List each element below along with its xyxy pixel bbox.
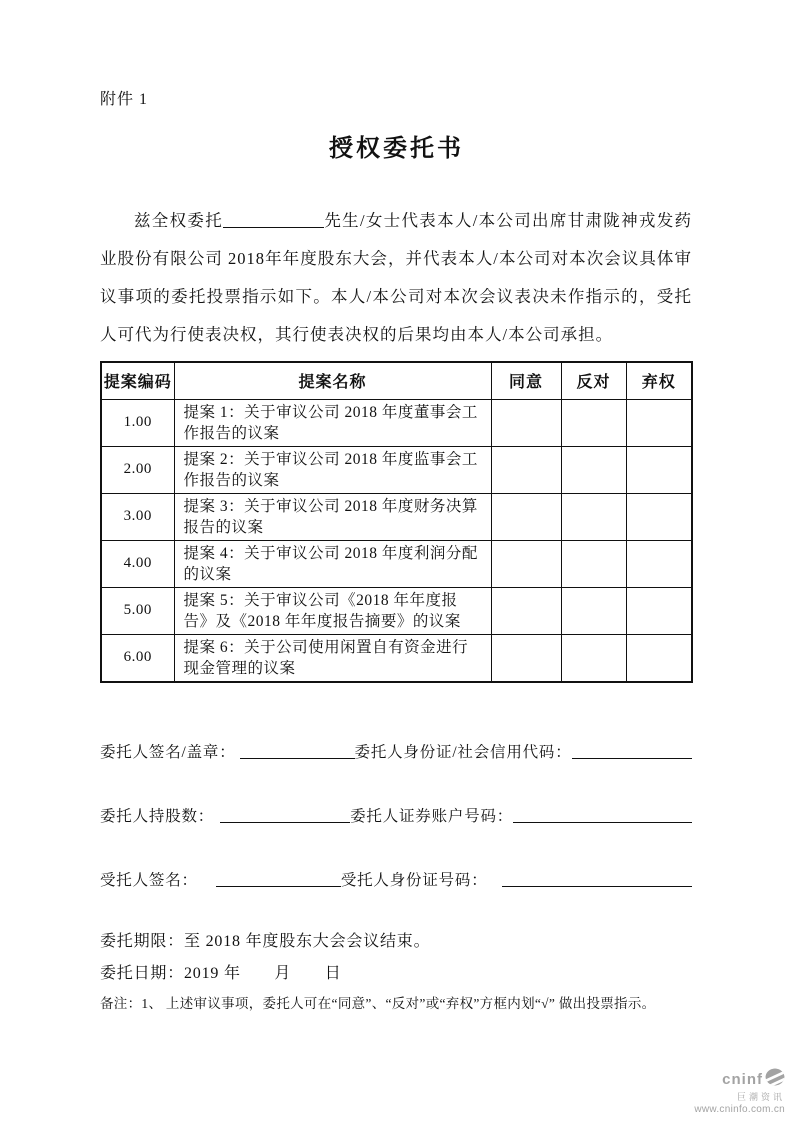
principal-shares-label: 委托人持股数： bbox=[100, 808, 215, 825]
proposal-name: 提案 1：关于审议公司 2018 年度董事会工作报告的议案 bbox=[174, 399, 491, 446]
principal-account-label: 委托人证券账户号码： bbox=[350, 808, 514, 825]
vote-cell-abstain bbox=[626, 446, 692, 493]
table-row bbox=[101, 493, 692, 540]
table-row bbox=[101, 587, 692, 634]
cninfo-brand-text: cninf bbox=[722, 1071, 763, 1089]
header-proposal-code: 提案编码 bbox=[101, 362, 174, 399]
vote-cell-abstain bbox=[626, 540, 692, 587]
vote-cell-abstain bbox=[626, 399, 692, 446]
intro-prefix: 兹全权委托 bbox=[134, 211, 224, 230]
cninfo-swirl-icon bbox=[765, 1068, 785, 1091]
proposal-name: 提案 4：关于审议公司 2018 年度利润分配的议案 bbox=[174, 540, 491, 587]
vote-cell-against bbox=[561, 587, 626, 634]
proposal-name: 提案 3：关于审议公司 2018 年度财务决算报告的议案 bbox=[174, 493, 491, 540]
vote-cell-agree bbox=[491, 399, 561, 446]
vote-cell-agree bbox=[491, 540, 561, 587]
principal-account-blank bbox=[513, 821, 692, 823]
proposal-code: 5.00 bbox=[101, 587, 174, 634]
principal-id-blank bbox=[572, 757, 692, 759]
principal-sign-blank bbox=[240, 757, 355, 759]
principal-signature-row bbox=[100, 740, 692, 762]
proxy-term-line: 委托期限：至 2018 年度股东大会会议结束。 bbox=[100, 933, 431, 950]
proposal-name: 提案 2：关于审议公司 2018 年度监事会工作报告的议案 bbox=[174, 446, 491, 493]
header-agree: 同意 bbox=[491, 362, 561, 399]
proxy-name-blank bbox=[223, 226, 324, 228]
vote-cell-against bbox=[561, 493, 626, 540]
table-row bbox=[101, 399, 692, 446]
cninfo-url: www.cninfo.com.cn bbox=[694, 1103, 785, 1115]
vote-cell-agree bbox=[491, 493, 561, 540]
vote-cell-against bbox=[561, 634, 626, 682]
vote-cell-agree bbox=[491, 634, 561, 682]
attachment-label: 附件 1 bbox=[100, 91, 149, 108]
page-title: 授权委托书 bbox=[329, 135, 464, 162]
proposal-name: 提案 5：关于审议公司《2018 年年度报告》及《2018 年年度报告摘要》的议案 bbox=[174, 587, 491, 634]
principal-shares-blank bbox=[220, 821, 350, 823]
vote-cell-agree bbox=[491, 587, 561, 634]
principal-shares-row bbox=[100, 804, 692, 826]
proposal-code: 3.00 bbox=[101, 493, 174, 540]
intro-paragraph bbox=[100, 202, 692, 354]
trustee-sign-blank bbox=[216, 885, 341, 887]
header-against: 反对 bbox=[561, 362, 626, 399]
proposal-code: 6.00 bbox=[101, 634, 174, 682]
cninfo-brand-row bbox=[694, 1068, 785, 1091]
table-row bbox=[101, 634, 692, 682]
header-proposal-name: 提案名称 bbox=[174, 362, 491, 399]
vote-cell-against bbox=[561, 446, 626, 493]
principal-sign-label: 委托人签名/盖章： bbox=[100, 744, 236, 761]
trustee-id-label: 受托人身份证号码： bbox=[340, 872, 488, 889]
intro-suffix: 先生/女士代表本人/本公司出席甘肃陇神戎发药业股份有限公司 2018年年度股东大会，并代表本人/本公司对本次会议具体审议事项的委托投票指示如下。本人/本公司对本次会议表决未作指示的，受托人可代为行使表决权，其行使表决权的后果均由本人/本公司承担。 bbox=[100, 211, 693, 344]
trustee-sign-label: 受托人签名： bbox=[100, 872, 198, 889]
proposals-table bbox=[100, 361, 693, 683]
proposal-code: 2.00 bbox=[101, 446, 174, 493]
table-row bbox=[101, 540, 692, 587]
cninfo-watermark bbox=[694, 1068, 785, 1115]
header-abstain: 弃权 bbox=[626, 362, 692, 399]
principal-id-label: 委托人身份证/社会信用代码： bbox=[354, 744, 572, 761]
proposal-code: 1.00 bbox=[101, 399, 174, 446]
table-row bbox=[101, 446, 692, 493]
vote-cell-abstain bbox=[626, 493, 692, 540]
proxy-date-line: 委托日期：2019 年 月 日 bbox=[100, 965, 342, 982]
vote-cell-against bbox=[561, 540, 626, 587]
vote-cell-abstain bbox=[626, 634, 692, 682]
trustee-id-blank bbox=[502, 885, 692, 887]
vote-cell-against bbox=[561, 399, 626, 446]
proposal-name: 提案 6：关于公司使用闲置自有资金进行现金管理的议案 bbox=[174, 634, 491, 682]
proposal-code: 4.00 bbox=[101, 540, 174, 587]
vote-cell-agree bbox=[491, 446, 561, 493]
note-line: 备注：1、 上述审议事项，委托人可在“同意”、“反对”或“弃权”方框内划“√” 做出投票指示。 bbox=[100, 996, 656, 1011]
trustee-signature-row bbox=[100, 868, 692, 890]
table-header-row bbox=[101, 362, 692, 399]
vote-cell-abstain bbox=[626, 587, 692, 634]
cninfo-chinese-name: 巨潮资讯 bbox=[736, 1092, 785, 1103]
